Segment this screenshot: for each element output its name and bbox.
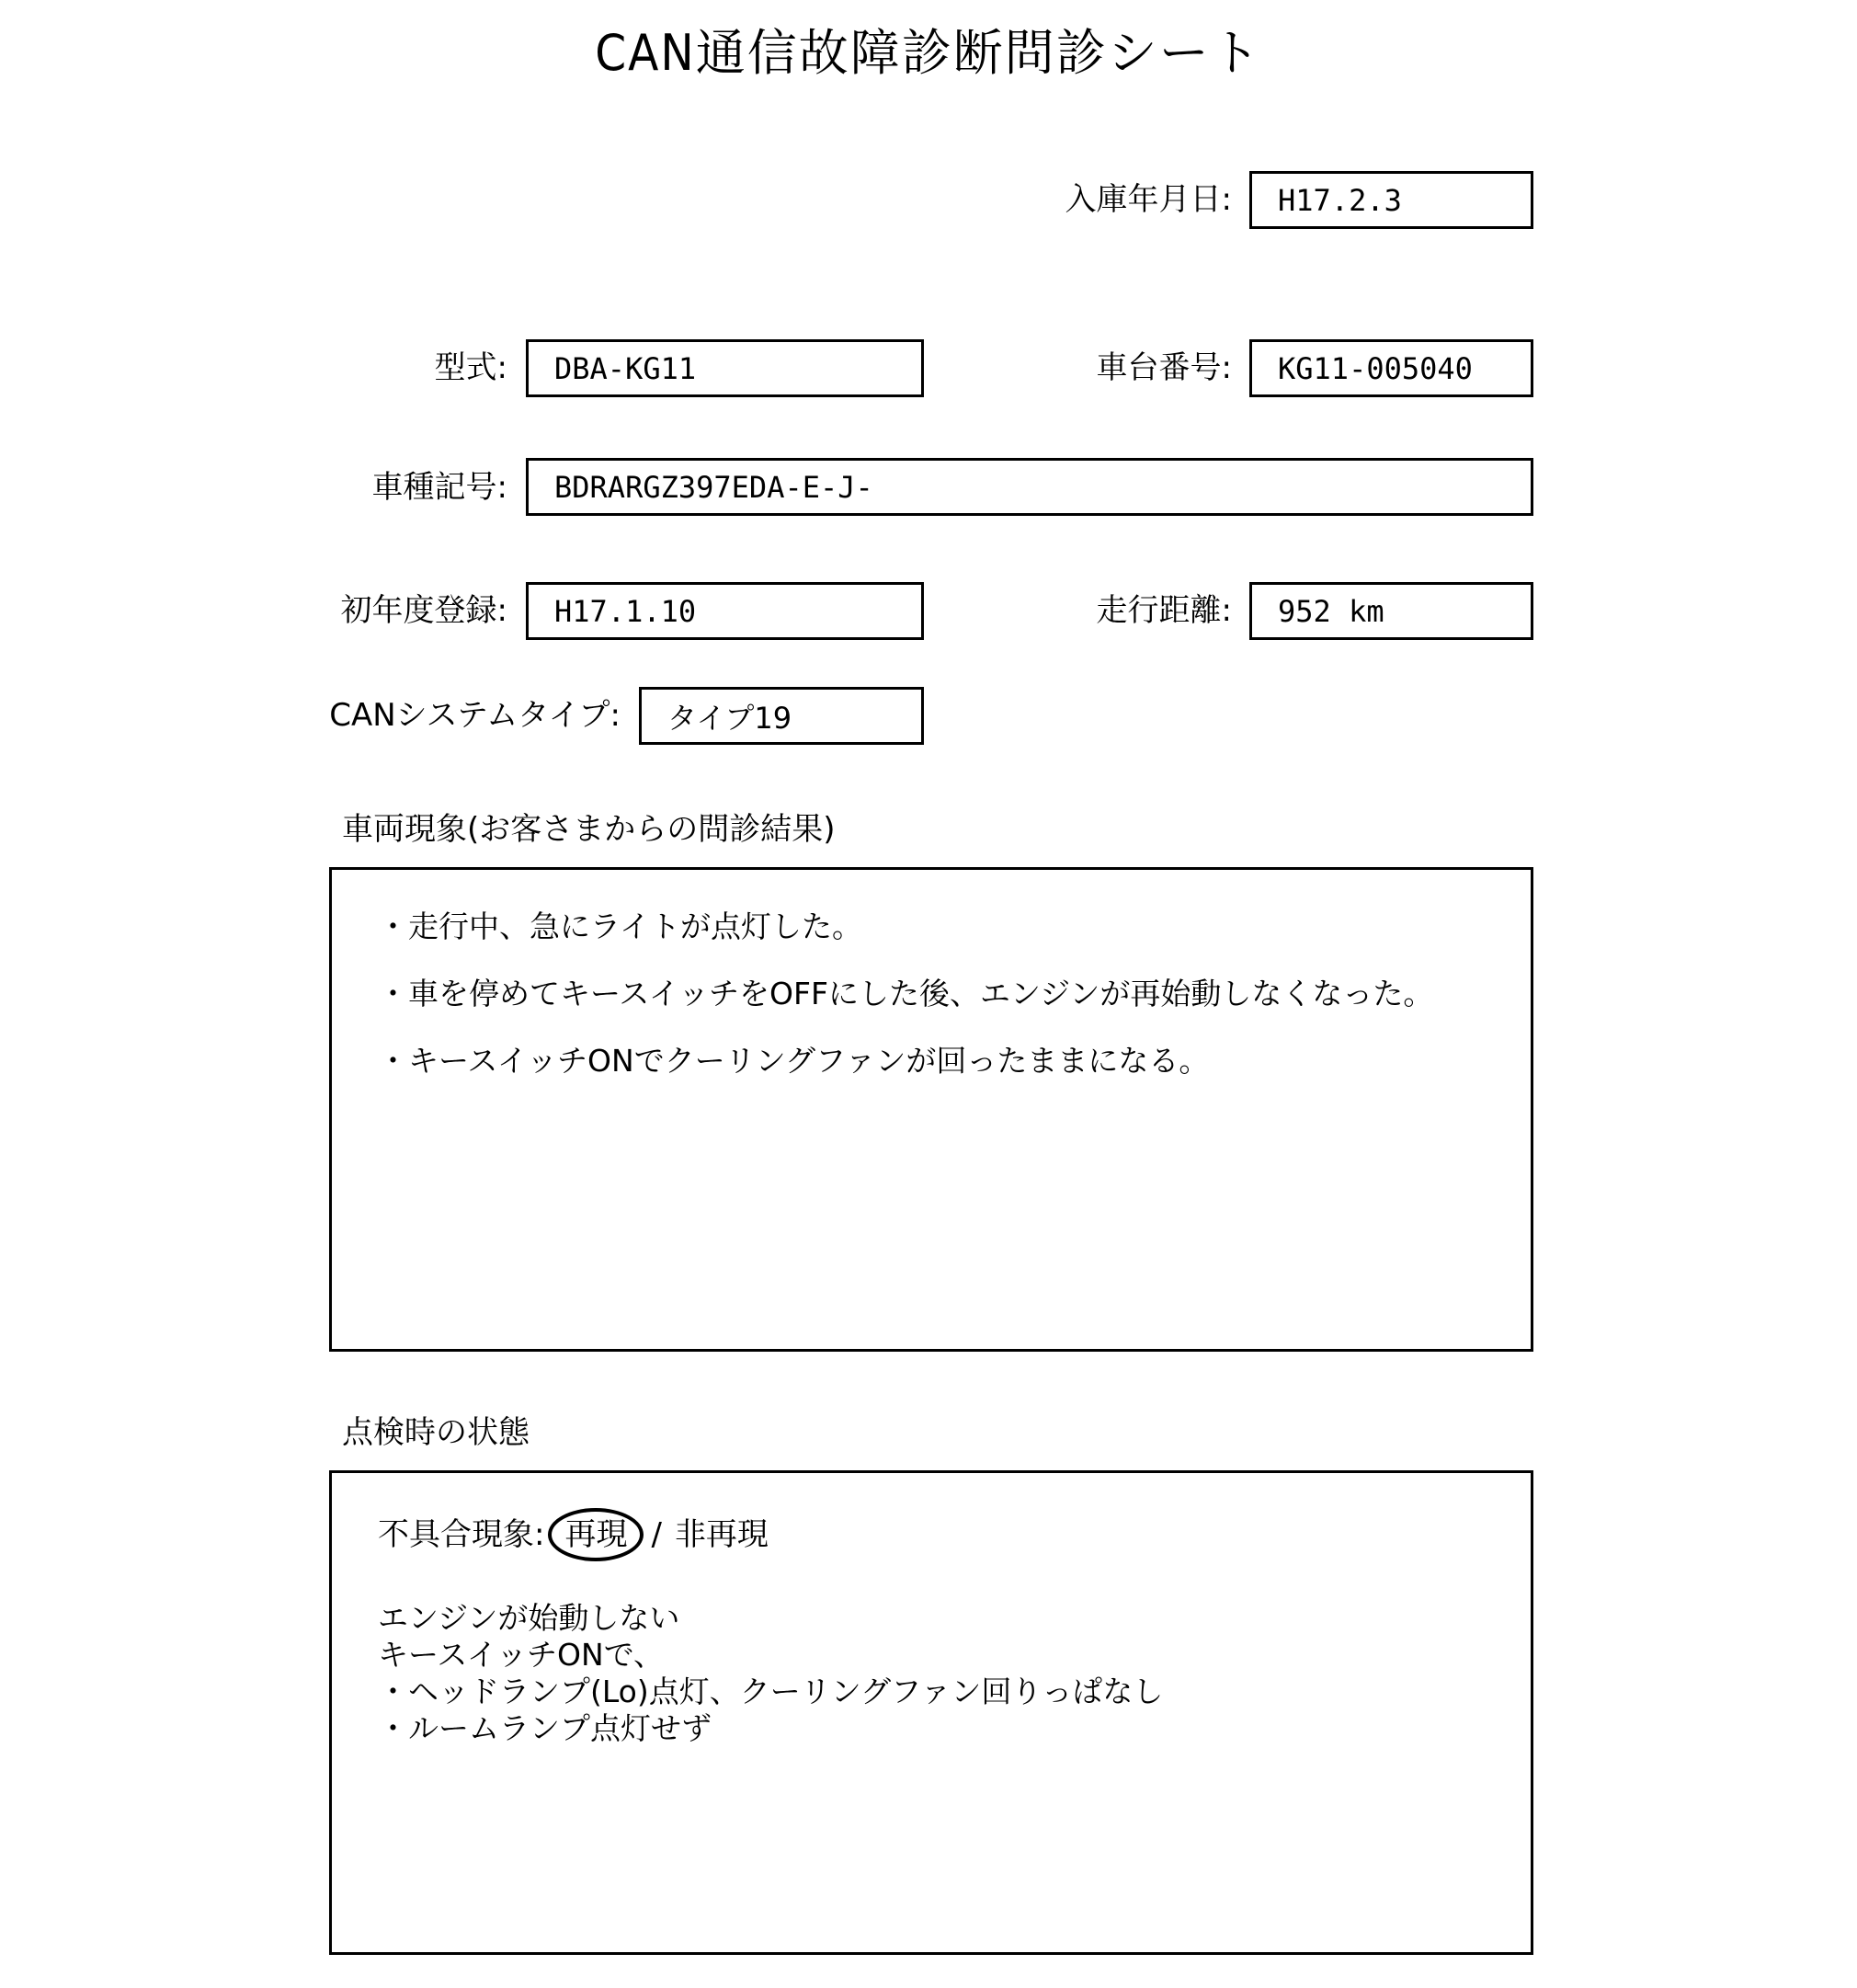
chassis-number-field[interactable]: KG11-005040	[1249, 339, 1533, 397]
can-system-type-label: CANシステムタイプ:	[329, 697, 621, 734]
symptom-line: ・車を停めてキースイッチをOFFにした後、エンジンが再始動しなくなった。	[378, 976, 1434, 1011]
first-registration-field[interactable]: H17.1.10	[526, 582, 924, 640]
detail-line: エンジンが始動しない	[378, 1600, 680, 1636]
reproduced-option-selected[interactable]: 再現	[548, 1508, 644, 1561]
sheet-title: CAN通信故障診断問診シート	[595, 24, 1262, 82]
model-code-label: 車種記号:	[371, 469, 507, 506]
vehicle-symptoms-panel	[329, 867, 1533, 1352]
model-field[interactable]: DBA-KG11	[526, 339, 924, 397]
not-reproduced-option[interactable]: 非再現	[674, 1516, 769, 1553]
detail-line: ・ルームランプ点灯せず	[378, 1710, 712, 1746]
model-code-field[interactable]: BDRARGZ397EDA-E-J-	[526, 458, 1533, 516]
inspection-state-panel	[329, 1470, 1533, 1955]
defect-status-label: 不具合現象:	[378, 1516, 545, 1553]
can-system-type-field[interactable]: タイプ19	[639, 687, 924, 745]
model-label: 型式:	[434, 349, 507, 386]
chassis-number-label: 車台番号:	[1096, 349, 1232, 386]
defect-status-row	[378, 1508, 769, 1561]
symptom-line: ・走行中、急にライトが点灯した。	[378, 908, 863, 944]
inspection-details	[378, 1600, 1163, 1747]
mileage-field[interactable]: 952 km	[1249, 582, 1533, 640]
detail-line: ・ヘッドランプ(Lo)点灯、クーリングファン回りっぱなし	[378, 1674, 1164, 1709]
first-registration-label: 初年度登録:	[340, 592, 507, 629]
detail-line: キースイッチONで、	[378, 1637, 665, 1673]
symptom-line: ・キースイッチONでクーリングファンが回ったままになる。	[378, 1043, 1210, 1079]
mileage-label: 走行距離:	[1096, 592, 1232, 629]
arrival-date-field[interactable]: H17.2.3	[1249, 171, 1533, 229]
option-separator: /	[651, 1516, 662, 1553]
inspection-state-heading: 点検時の状態	[342, 1414, 530, 1451]
arrival-date-label: 入庫年月日:	[1065, 181, 1232, 218]
vehicle-symptoms-heading: 車両現象(お客さまからの問診結果)	[342, 811, 836, 848]
